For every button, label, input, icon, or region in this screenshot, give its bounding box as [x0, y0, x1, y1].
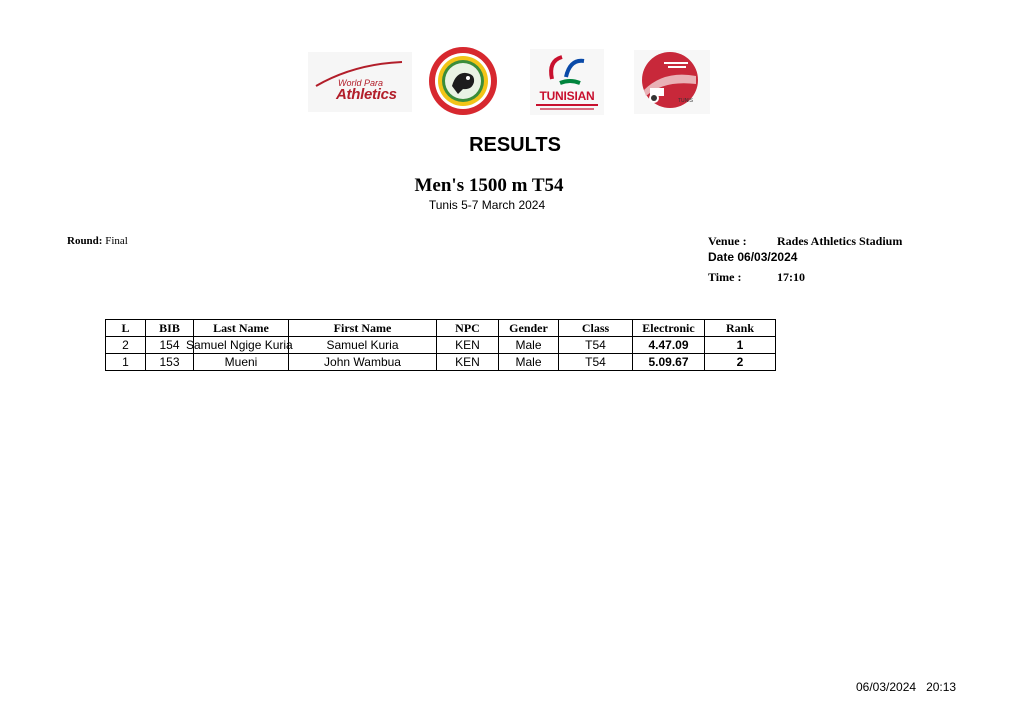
cell-rank: 1: [705, 337, 776, 354]
venue-info: [708, 234, 903, 249]
agitos-icon: [530, 49, 604, 89]
cell-npc: KEN: [437, 337, 499, 354]
header-class: Class: [559, 320, 633, 337]
cell-rank: 2: [705, 354, 776, 371]
round-info: [67, 235, 128, 247]
date-label: Date: [708, 250, 735, 264]
venue-value: Rades Athletics Stadium: [777, 234, 903, 248]
round-label: Round:: [67, 235, 103, 247]
cell-first-name: John Wambua: [289, 354, 437, 371]
cell-bib: 154: [146, 337, 194, 354]
event-logo: TUNIS: [634, 50, 710, 114]
federation-roundel-logo: [428, 46, 498, 116]
header-first-name: First Name: [289, 320, 437, 337]
tunisian-paralympic-committee-logo: TUNISIAN: [530, 49, 604, 115]
table-row: [106, 337, 776, 354]
cell-bib: 153: [146, 354, 194, 371]
header-npc: NPC: [437, 320, 499, 337]
event-name: Men's 1500 m T54: [414, 175, 564, 196]
footer-date: 06/03/2024: [856, 680, 917, 694]
world-para-athletics-logo: World Para Athletics: [308, 52, 412, 112]
date-value: 06/03/2024: [737, 250, 798, 264]
event-dates: Tunis 5-7 March 2024: [428, 198, 546, 212]
table-row: [106, 354, 776, 371]
cell-gender: Male: [499, 354, 559, 371]
round-value: Final: [105, 235, 128, 247]
logo-strip: [0, 46, 1024, 120]
time-label: Time :: [708, 270, 742, 284]
page-title: RESULTS: [469, 134, 561, 156]
date-info: [708, 250, 797, 264]
footer-time: 20:13: [926, 680, 957, 694]
cell-electronic: 5.09.67: [633, 354, 705, 371]
venue-label: Venue :: [708, 234, 747, 248]
table-header-row: [106, 320, 776, 337]
time-value: 17:10: [777, 270, 805, 284]
results-table: [105, 319, 776, 371]
header-lane: L: [106, 320, 146, 337]
cell-electronic: 4.47.09: [633, 337, 705, 354]
header-electronic: Electronic: [633, 320, 705, 337]
cell-last-name: Mueni: [194, 354, 289, 371]
header-gender: Gender: [499, 320, 559, 337]
header-bib: BIB: [146, 320, 194, 337]
cell-class: T54: [559, 337, 633, 354]
cell-class: T54: [559, 354, 633, 371]
cell-gender: Male: [499, 337, 559, 354]
cell-last-name: Samuel Ngige Kuria: [186, 338, 293, 352]
cell-npc: KEN: [437, 354, 499, 371]
cell-first-name: Samuel Kuria: [289, 337, 437, 354]
header-rank: Rank: [705, 320, 776, 337]
header-last-name: Last Name: [194, 320, 289, 337]
cell-lane: 2: [106, 337, 146, 354]
cell-lane: 1: [106, 354, 146, 371]
time-info: [708, 270, 805, 285]
print-timestamp: [856, 680, 956, 694]
